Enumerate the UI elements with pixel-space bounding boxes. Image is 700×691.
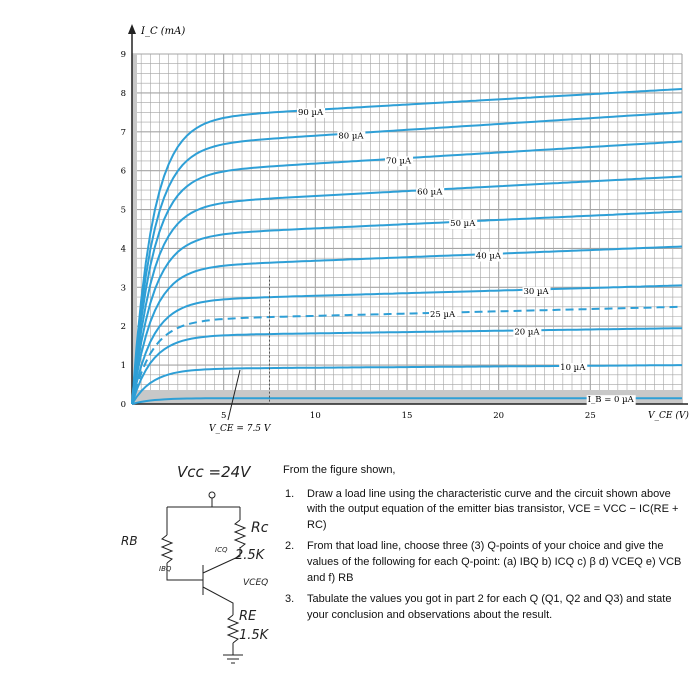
y-tick-label: 0 xyxy=(120,400,126,410)
question-text xyxy=(283,463,693,629)
icq-label: ICQ xyxy=(215,546,228,554)
vce-annotation-label: V_CE = 7.5 V xyxy=(209,424,271,434)
vceq-label: VCEQ xyxy=(243,578,269,588)
vcc-label: Vcc =24V xyxy=(177,463,251,481)
question-intro: From the figure shown, xyxy=(283,464,396,476)
y-tick-label: 1 xyxy=(120,361,126,372)
y-tick-label: 3 xyxy=(120,283,126,294)
curve-label: 10 µA xyxy=(560,362,586,373)
curve-label: 70 µA xyxy=(386,156,412,167)
curve-label: 80 µA xyxy=(338,131,364,142)
x-tick-label: 25 xyxy=(584,411,596,421)
y-tick-label: 7 xyxy=(120,127,126,138)
circuit-sketch xyxy=(115,455,285,685)
re-value: 1.5K xyxy=(239,628,269,643)
rc-value: 2.5K xyxy=(235,548,265,563)
question-number: 3. xyxy=(285,593,295,606)
curve-label: 40 µA xyxy=(475,251,502,262)
question-body: Draw a load line using the characteristic curve and the circuit shown above with the output equation of the emitter bias transistor, VCE = VCC − IC(RE + RC) xyxy=(307,487,679,531)
question-number: 2. xyxy=(285,540,295,553)
curve-label: 60 µA xyxy=(417,187,443,198)
question-item xyxy=(283,487,693,534)
rc-label: Rc xyxy=(251,520,269,536)
y-axis-label: I_C (mA) xyxy=(141,26,186,37)
curve-label: 25 µA xyxy=(430,310,456,321)
x-tick-label: 5 xyxy=(220,411,227,421)
curve-label: 30 µA xyxy=(523,286,549,297)
curve-label: 50 µA xyxy=(450,219,476,230)
x-axis-label: V_CE (V) xyxy=(648,411,689,421)
y-tick-label: 9 xyxy=(120,50,126,60)
question-body: From that load line, choose three (3) Q-points of your choice and give the values of the following for each Q-point: (a) IBQ b) ICQ c) β d) VCEQ e) VCB and f) RB xyxy=(307,540,682,584)
question-item xyxy=(283,592,693,623)
curve-label: 20 µA xyxy=(514,327,540,338)
question-number: 1. xyxy=(285,487,295,500)
curve-label: 90 µA xyxy=(298,107,324,118)
x-tick-label: 20 xyxy=(493,411,505,421)
curve-label: I_B = 0 µA xyxy=(587,395,634,406)
y-tick-label: 4 xyxy=(120,244,126,255)
axes xyxy=(128,24,688,404)
y-axis-arrow xyxy=(128,24,136,34)
y-tick-label: 5 xyxy=(120,205,126,216)
ibq-label: IBQ xyxy=(159,565,172,573)
y-tick-label: 8 xyxy=(120,88,126,99)
question-body: Tabulate the values you got in part 2 for each Q (Q1, Q2 and Q3) and state your conclusion and observations about the result. xyxy=(307,593,672,621)
grid xyxy=(132,54,682,404)
x-tick-label: 15 xyxy=(401,411,413,421)
x-tick-label: 10 xyxy=(309,411,321,421)
y-tick-label: 2 xyxy=(120,322,126,333)
rb-label: RB xyxy=(121,534,138,548)
question-item xyxy=(283,539,693,586)
curve-labels xyxy=(297,108,636,405)
y-tick-label: 6 xyxy=(120,166,126,177)
re-label: RE xyxy=(239,609,257,624)
question-list xyxy=(283,487,693,624)
